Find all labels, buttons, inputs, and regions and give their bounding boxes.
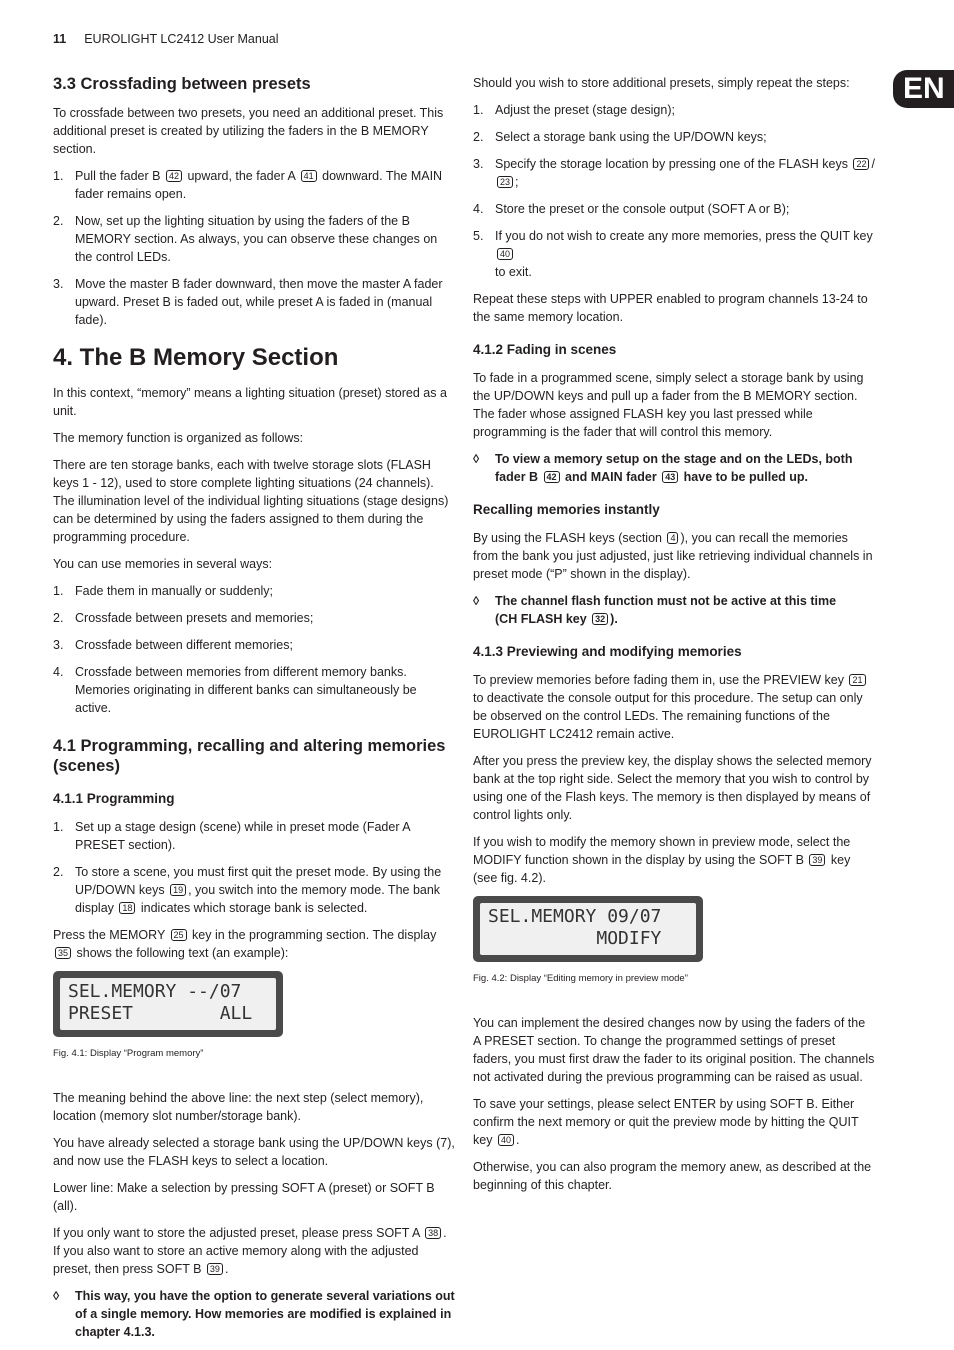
section-4-1-heading: 4.1 Programming, recalling and altering memories (scenes)	[53, 737, 446, 775]
list-item: 1. Fade them in manually or suddenly;	[53, 584, 274, 598]
key-ref: 22	[853, 158, 869, 170]
section-4-1-3-heading: 4.1.3 Previewing and modifying memories	[473, 644, 742, 659]
list-item: 2. Now, set up the lighting situation by using the faders of the B MEMORY section. As always, you can observe these changes on the control LEDs.	[53, 214, 438, 264]
key-ref: 39	[207, 1263, 223, 1275]
key-ref: 23	[497, 176, 513, 188]
memory-uses-list	[53, 582, 455, 717]
paragraph: Otherwise, you can also program the memory anew, as described at the beginning of this chapter.	[473, 1160, 872, 1192]
paragraph: To save your settings, please select ENTER by using SOFT B. Either confirm the next memory or quit the preview mode by hitting the QUIT key 40 .	[473, 1097, 859, 1147]
section-4-1-1-heading: 4.1.1 Programming	[53, 791, 175, 806]
diamond-icon: ◊	[473, 452, 480, 466]
left-column	[53, 74, 455, 1350]
key-ref: 18	[119, 902, 135, 914]
note: ◊ To view a memory setup on the stage and on the LEDs, both fader B 42 and MAIN fader 43 have to be pulled up.	[473, 452, 853, 484]
key-ref: 42	[166, 170, 182, 182]
lcd-display-modify	[473, 896, 703, 962]
figure-caption: Fig. 4.1: Display “Program memory”	[53, 1048, 204, 1059]
diamond-icon: ◊	[473, 594, 480, 608]
paragraph: To crossfade between two presets, you need an additional preset. This additional preset is created by utilizing the faders in the B MEMORY section.	[53, 106, 444, 156]
list-item: 3. Crossfade between different memories;	[53, 638, 293, 652]
note: ◊ This way, you have the option to generate several variations out of a single memory. How memories are modified is explained in chapter 4.1.3.	[53, 1289, 455, 1339]
list-item: 2. Select a storage bank using the UP/DOWN keys;	[473, 130, 767, 144]
list-item: 2. To store a scene, you must first quit the preset mode. By using the UP/DOWN keys 19 , you switch into the memory mode. The bank display 18 indicates which storage bank is selected.	[53, 865, 442, 915]
diamond-icon: ◊	[53, 1289, 60, 1303]
list-item: 3. Specify the storage location by pressing one of the FLASH keys 22 / 23 ;	[473, 157, 875, 189]
manual-title: EUROLIGHT LC2412 User Manual	[84, 32, 279, 46]
paragraph: To preview memories before fading them in, use the PREVIEW key 21 to deactivate the console output for this procedure. The setup can only be observed on the control LEDs. The remaining functions of the EUROLIGHT LC2412 remain active.	[473, 671, 875, 743]
list-item: 4. Store the preset or the console output (SOFT A or B);	[473, 202, 790, 216]
lcd-line-2: MODIFY	[488, 928, 662, 949]
key-ref: 38	[425, 1227, 441, 1239]
paragraph: Lower line: Make a selection by pressing SOFT A (preset) or SOFT B (all).	[53, 1181, 435, 1213]
key-ref: 42	[544, 471, 560, 483]
key-ref: 35	[55, 947, 71, 959]
list-item: 1. Pull the fader B 42 upward, the fader A 41 downward. The MAIN fader remains open.	[53, 169, 443, 201]
lcd-line-2: PRESET ALL	[68, 1003, 253, 1024]
crossfade-steps	[53, 167, 455, 329]
paragraph: By using the FLASH keys (section 4 ), you can recall the memories from the bank you just adjusted, just like retrieving individual channels in preset mode (“P” shown in the display).	[473, 531, 873, 581]
key-ref: 39	[809, 854, 825, 866]
section-4-1-2-heading: 4.1.2 Fading in scenes	[473, 342, 617, 357]
repeat-steps	[473, 101, 875, 281]
paragraph: The memory function is organized as follows:	[53, 431, 304, 445]
list-item: 2. Crossfade between presets and memories;	[53, 611, 314, 625]
paragraph: The meaning behind the above line: the next step (select memory),	[53, 1091, 424, 1105]
list-item: 5. If you do not wish to create any more memories, press the QUIT key 40 to exit.	[473, 229, 873, 279]
paragraph: In this context, “memory” means a lighting situation (preset) stored as a unit.	[53, 386, 447, 418]
key-ref: 41	[301, 170, 317, 182]
paragraph: location (memory slot number/storage bank).	[53, 1109, 302, 1123]
key-ref: 19	[170, 884, 186, 896]
key-ref: 32	[592, 613, 608, 625]
list-item: 1. Adjust the preset (stage design);	[473, 103, 675, 117]
paragraph: You can use memories in several ways:	[53, 557, 273, 571]
page-header	[53, 32, 279, 46]
paragraph: Repeat these steps with UPPER enabled to program channels 13-24 to the same memory location.	[473, 292, 868, 324]
note: ◊ The channel flash function must not be active at this time (CH FLASH key 32 ).	[473, 594, 837, 626]
page-number: 11	[53, 32, 67, 46]
paragraph: If you only want to store the adjusted preset, please press SOFT A 38 . If you also want to store an active memory along with the adjusted preset, then press SOFT B 39 .	[53, 1226, 447, 1276]
paragraph: To fade in a programmed scene, simply select a storage bank by using the UP/DOWN keys and pull up a fader from the B MEMORY section. The fader whose assigned FLASH key you last pressed while programming is the fader that will control this memory.	[473, 371, 864, 439]
lcd-display-program-memory	[53, 971, 283, 1037]
right-column	[473, 74, 875, 1203]
language-tab: EN	[893, 70, 954, 108]
list-item: 4. Crossfade between memories from different memory banks. Memories originating in different banks can simultaneously be active.	[53, 665, 417, 715]
figure-caption: Fig. 4.2: Display “Editing memory in preview mode”	[473, 973, 688, 984]
list-item: 1. Set up a stage design (scene) while in preset mode (Fader A PRESET section).	[53, 820, 410, 852]
key-ref: 21	[849, 674, 865, 686]
key-ref: 4	[667, 532, 678, 544]
lcd-line-1: SEL.MEMORY --/07	[68, 981, 242, 1002]
chapter-4-heading: 4. The B Memory Section	[53, 344, 339, 371]
programming-steps	[53, 818, 455, 917]
list-item: 3. Move the master B fader downward, then move the master A fader upward. Preset B is faded out, while preset A is faded in (manual fade).	[53, 277, 443, 327]
paragraph: After you press the preview key, the display shows the selected memory bank at the top right side. Select the memory that you wish to control by using one of the Flash keys. The memory is then displayed by means of control lights only.	[473, 754, 872, 822]
key-ref: 25	[171, 929, 187, 941]
paragraph: Should you wish to store additional presets, simply repeat the steps:	[473, 76, 850, 90]
paragraph: Press the MEMORY 25 key in the programming section. The display 35 shows the following text (an example):	[53, 928, 437, 960]
lcd-line-1: SEL.MEMORY 09/07	[488, 906, 662, 927]
section-3-3-heading: 3.3 Crossfading between presets	[53, 75, 311, 93]
paragraph: There are ten storage banks, each with twelve storage slots (FLASH keys 1 - 12), used to store complete lighting situations (24 channels). The illumination level of the individual lighting situations (stage designs) can be determined by using the faders assigned to them during the programming procedure.	[53, 458, 449, 544]
key-ref: 43	[662, 471, 678, 483]
paragraph: You have already selected a storage bank using the UP/DOWN keys (7), and now use the FLASH keys to select a location.	[53, 1136, 455, 1168]
key-ref: 40	[498, 1134, 514, 1146]
key-ref: 40	[497, 248, 513, 260]
paragraph: You can implement the desired changes now by using the faders of the A PRESET section. To change the programmed settings of preset faders, you must first draw the fader to its original position. The channels not activated during the previous programming can be raised as usual.	[473, 1016, 875, 1084]
paragraph: If you wish to modify the memory shown in preview mode, select the MODIFY function shown in the display by using the SOFT B 39 key (see fig. 4.2).	[473, 835, 851, 885]
recall-heading: Recalling memories instantly	[473, 502, 660, 517]
